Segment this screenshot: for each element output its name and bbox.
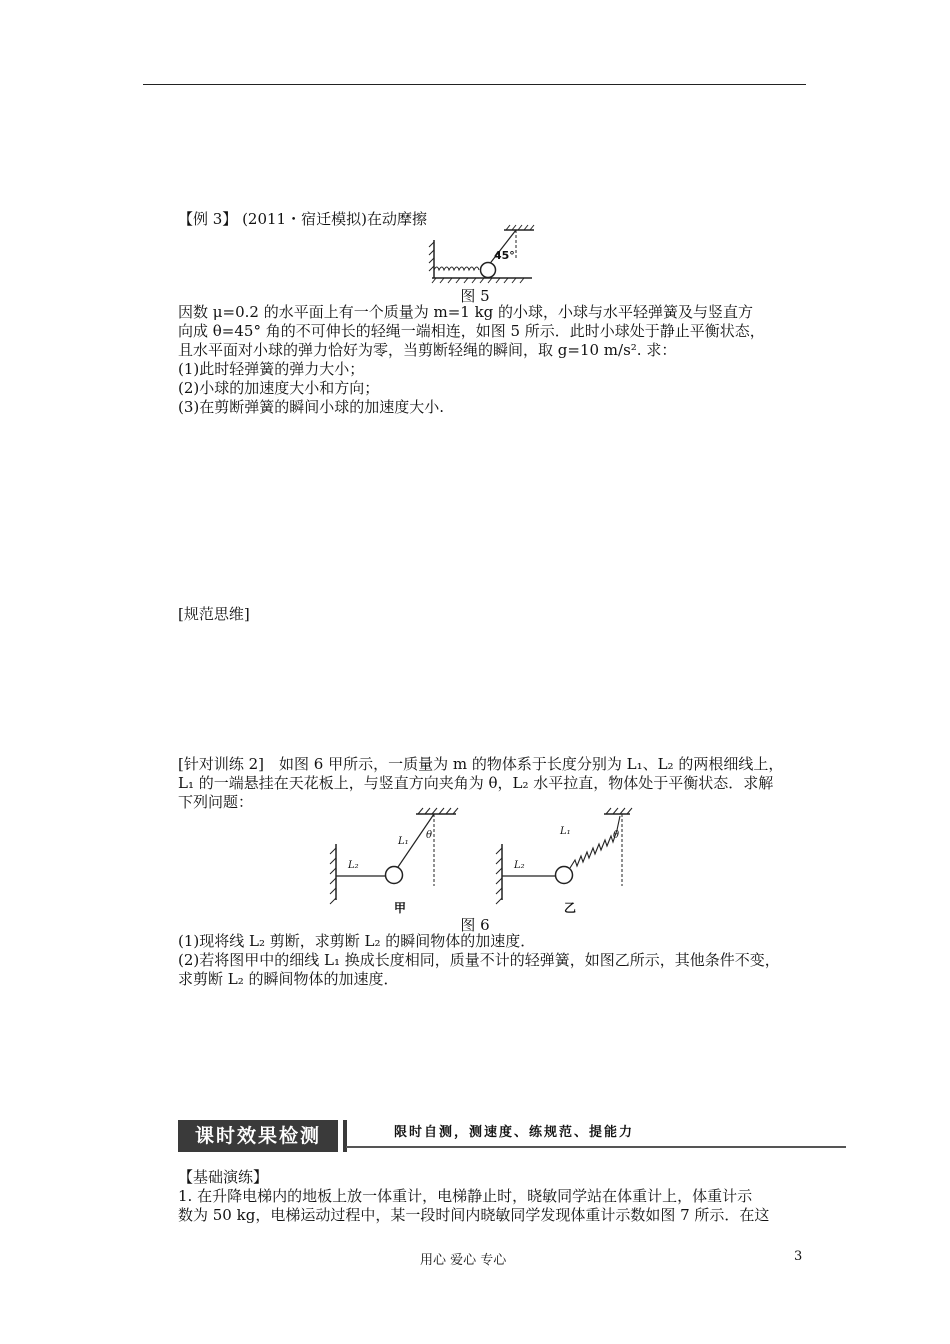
figure-6-jia-L2-label: L₂ [348,860,359,871]
example-3-heading: 【例 3】 (2011・宿迁模拟)在动摩擦 [178,210,427,228]
example-3-question-2: (2)小球的加速度大小和方向； [178,379,380,397]
footer-text: 用心 爱心 专心 [420,1253,507,1268]
figure-6-caption: 图 6 [460,916,490,934]
example-3-question-3: (3)在剪断弹簧的瞬间小球的加速度大小. [178,398,445,416]
basic-practice-line-1: 1. 在升降电梯内的地板上放一体重计，电梯静止时，晓敏同学站在体重计上，体重计示 [178,1187,753,1205]
basic-practice-line-2: 数为 50 kg，电梯运动过程中，某一段时间内晓敏同学发现体重计示数如图 7 所示．在这 [178,1206,770,1224]
figure-6-yi-theta-label: θ [613,830,620,841]
section-banner-subtitle: 限时自测，测速度、练规范、提能力 [346,1122,846,1148]
figure-6-jia-theta-label: θ [426,830,433,841]
figure-6-yi-L2-label: L₂ [514,860,525,871]
figure-6-jia [330,808,458,915]
figure-6-jia-L1-label: L₁ [398,836,409,847]
guifan-siwei-label: [规范思维] [178,605,250,623]
training-2-line-3: 下列问题： [178,793,254,811]
training-2-question-2a: (2)若将图甲中的细线 L₁ 换成长度相同，质量不计的轻弹簧，如图乙所示，其他条件不变， [178,951,780,969]
example-3-line-2: 向成 θ=45° 角的不可伸长的轻绳一端相连，如图 5 所示．此时小球处于静止平衡状态， [178,322,765,340]
training-2-line-2: L₁ 的一端悬挂在天花板上，与竖直方向夹角为 θ，L₂ 水平拉直，物体处于平衡状态．求解 [178,774,774,792]
figure-6-yi-L1-label: L₁ [560,826,571,837]
figure-6-jia-label: 甲 [394,901,407,915]
figure-6-yi-label: 乙 [564,901,577,915]
training-2-line-1: [针对训练 2] 如图 6 甲所示，一质量为 m 的物体系于长度分别为 L₁、L₂ 的两根细线上， [178,755,784,773]
figure-5-spring-ball [428,224,538,286]
section-banner-title: 课时效果检测 [178,1120,338,1152]
example-3-line-3: 且水平面对小球的弹力恰好为零，当剪断轻绳的瞬间，取 g=10 m/s². 求： [178,341,677,359]
example-3-line-1: 因数 μ=0.2 的水平面上有一个质量为 m=1 kg 的小球，小球与水平轻弹簧及与竖直方 [178,303,754,321]
training-2-question-1: (1)现将线 L₂ 剪断，求剪断 L₂ 的瞬间物体的加速度． [178,932,536,950]
header-rule [143,84,806,85]
figure-6-diagrams [324,806,634,916]
figure-5-caption: 图 5 [460,287,490,305]
basic-practice-heading: 【基础演练】 [178,1168,269,1186]
example-3-question-1: (1)此时轻弹簧的弹力大小； [178,360,365,378]
page-number: 3 [794,1249,803,1264]
training-2-question-2b: 求剪断 L₂ 的瞬间物体的加速度． [178,970,399,988]
figure-5-angle-label: 45° [494,249,515,262]
figure-6-yi [496,808,632,915]
